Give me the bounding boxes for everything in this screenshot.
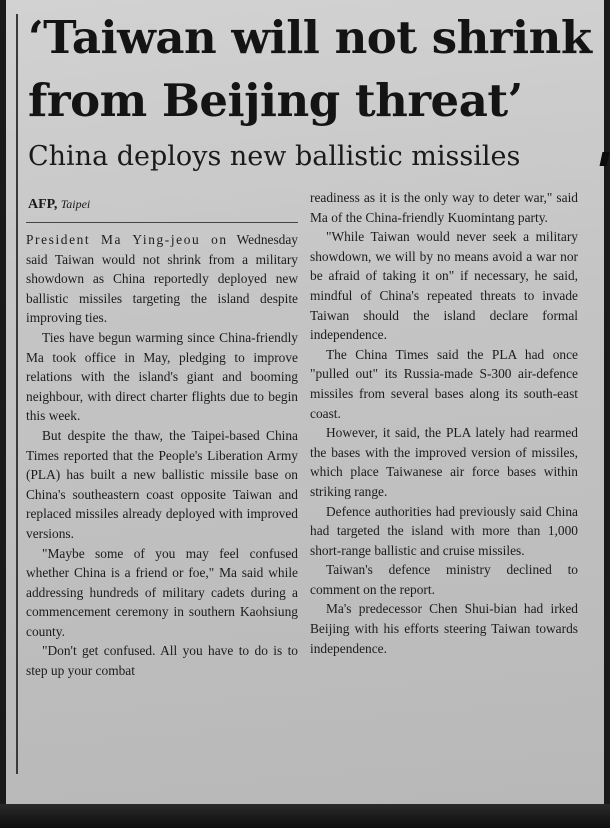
headline bbox=[28, 6, 598, 132]
article-column-right bbox=[310, 188, 578, 658]
lead-in: President Ma Ying-jeou on bbox=[26, 232, 228, 247]
byline bbox=[28, 196, 90, 213]
byline-agency: AFP, bbox=[28, 197, 58, 212]
background-shadow bbox=[0, 804, 610, 828]
article-paragraph: Ma's predecessor Chen Shui-bian had irked Beijing with his efforts steering Taiwan towards independence. bbox=[310, 601, 578, 656]
headline-line-1: ‘Taiwan will not shrink bbox=[28, 11, 592, 64]
byline-dateline: Taipei bbox=[60, 197, 91, 211]
article-paragraph: Defence authorities had previously said China had targeted the island with more than 1,000 short-range ballistic and cruise missiles. bbox=[310, 503, 578, 558]
article-paragraph: Ties have begun warming since China-friendly Ma took office in May, pledging to improve relations with the island's giant and booming neighbour, with direct charter flights due to begin this week. bbox=[26, 329, 298, 424]
article-paragraph: But despite the thaw, the Taipei-based China Times reported that the People's Liberation Army (PLA) has built a new ballistic missile base on China's southeastern coast opposite Taiwan and replaced missiles already deployed with improved versions. bbox=[26, 427, 298, 541]
byline-divider bbox=[26, 222, 298, 223]
article-paragraph: The China Times said the PLA had once "pulled out" its Russia-made S-300 air-defence missiles from several bases along its south-east coast. bbox=[310, 346, 578, 421]
article-paragraph: "Maybe some of you may feel confused whether China is a friend or foe," Ma said while addressing hundreds of military cadets during a commencement ceremony in southern Kaohsiung county. bbox=[26, 545, 298, 639]
article-paragraph: Taiwan's defence ministry declined to comment on the report. bbox=[310, 562, 578, 597]
column-rule bbox=[16, 14, 18, 774]
article-paragraph: However, it said, the PLA lately had rearmed the bases with the improved version of missiles, which place Taiwanese air force bases within striking range. bbox=[310, 425, 578, 499]
article-paragraph: readiness as it is the only way to deter war," said Ma of the China-friendly Kuomintang party. bbox=[310, 190, 578, 225]
headline-line-2: from Beijing threat’ bbox=[28, 74, 523, 127]
paragraph-text: Wednesday said Taiwan would not shrink from a military showdown as China reportedly deployed new ballistic missiles targeting the island despite improving ties. bbox=[26, 232, 298, 326]
article-paragraph: "While Taiwan would never seek a military showdown, we will by no means avoid a war nor be afraid of taking it on" if necessary, he said, mindful of China's repeated threats to invade Taiwan should the island declare formal independence. bbox=[310, 229, 578, 343]
article-paragraph: "Don't get confused. All you have to do is to step up your combat bbox=[26, 643, 298, 679]
newspaper-clipping bbox=[6, 0, 604, 806]
subhead: China deploys new ballistic missiles bbox=[28, 141, 521, 172]
article-paragraph bbox=[26, 230, 298, 328]
background-edge bbox=[604, 0, 610, 828]
article-column-left bbox=[26, 230, 298, 681]
